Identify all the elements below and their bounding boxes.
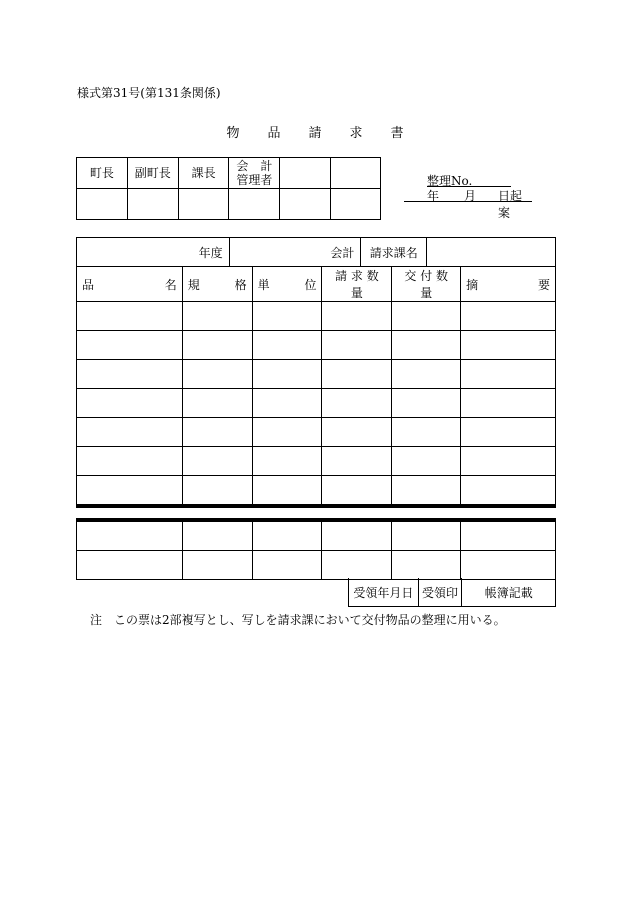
unit-cell[interactable]	[252, 551, 322, 580]
col-header-spec-a: 規	[187, 277, 200, 292]
unit-cell[interactable]	[252, 302, 322, 331]
approval-header-kacho: 課長	[178, 158, 229, 189]
approval-seal-cell[interactable]	[229, 189, 280, 220]
kaikei-cell[interactable]	[229, 238, 361, 267]
unit-cell[interactable]	[252, 520, 322, 551]
unit-cell[interactable]	[252, 389, 322, 418]
title-char: 書	[390, 126, 404, 141]
item-cell[interactable]	[77, 476, 183, 507]
col-header-item-a: 品	[82, 277, 95, 292]
table-row	[77, 360, 556, 389]
req-qty-cell[interactable]	[322, 551, 392, 580]
seikyu-ka-label-cell	[361, 238, 427, 267]
approval-header-chocho: 町長	[77, 158, 128, 189]
approval-seal-cell[interactable]	[280, 189, 331, 220]
req-qty-cell[interactable]	[322, 447, 392, 476]
del-qty-cell[interactable]	[392, 360, 461, 389]
col-header-remarks-a: 摘	[466, 277, 479, 292]
table-row	[77, 331, 556, 360]
unit-cell[interactable]	[252, 331, 322, 360]
col-header-item-b: 名	[164, 277, 177, 292]
col-header-spec-b: 格	[234, 277, 247, 292]
spec-cell[interactable]	[182, 520, 252, 551]
item-cell[interactable]	[77, 551, 183, 580]
receipt-seal-header: 受領印	[418, 578, 462, 607]
remarks-cell[interactable]	[461, 418, 556, 447]
req-qty-cell[interactable]	[322, 360, 392, 389]
year-label: 年	[427, 189, 440, 203]
approval-header-fukuchocho: 副町長	[127, 158, 178, 189]
approval-seal-cell[interactable]	[178, 189, 229, 220]
title-char: 物	[226, 126, 240, 141]
del-qty-cell[interactable]	[392, 418, 461, 447]
approval-header-blank	[331, 158, 381, 189]
col-header-remarks-b: 要	[537, 277, 550, 292]
table-row	[77, 520, 556, 551]
item-cell[interactable]	[77, 331, 183, 360]
del-qty-cell[interactable]	[392, 331, 461, 360]
spec-cell[interactable]	[182, 360, 252, 389]
title-char: 品	[267, 126, 281, 141]
spec-cell[interactable]	[182, 389, 252, 418]
del-qty-cell[interactable]	[392, 551, 461, 580]
remarks-cell[interactable]	[461, 360, 556, 389]
remarks-cell[interactable]	[461, 551, 556, 580]
col-header-unit	[252, 267, 322, 302]
unit-cell[interactable]	[252, 360, 322, 389]
receipt-date-header: 受領年月日	[349, 578, 419, 607]
spec-cell[interactable]	[182, 476, 252, 507]
remarks-cell[interactable]	[461, 476, 556, 507]
req-qty-cell[interactable]	[322, 389, 392, 418]
request-items-table	[76, 237, 556, 508]
remarks-cell[interactable]	[461, 447, 556, 476]
approval-header-kaikei: 会 計	[236, 159, 273, 173]
remarks-cell[interactable]	[461, 389, 556, 418]
nendo-cell[interactable]	[77, 238, 230, 267]
unit-cell[interactable]	[252, 476, 322, 507]
table-row	[77, 551, 556, 580]
request-items-table-continued	[76, 518, 556, 580]
ledger-entry-header: 帳簿記載	[462, 578, 556, 607]
item-cell[interactable]	[77, 447, 183, 476]
item-cell[interactable]	[77, 389, 183, 418]
del-qty-cell[interactable]	[392, 447, 461, 476]
req-qty-cell[interactable]	[322, 476, 392, 507]
approval-seal-cell[interactable]	[331, 189, 381, 220]
col-header-spec	[182, 267, 252, 302]
nendo-label: 年度	[198, 245, 223, 260]
seikyu-ka-value-cell[interactable]	[427, 238, 556, 267]
del-qty-cell[interactable]	[392, 476, 461, 507]
approval-header-blank	[280, 158, 331, 189]
remarks-cell[interactable]	[461, 331, 556, 360]
req-qty-cell[interactable]	[322, 331, 392, 360]
remarks-cell[interactable]	[461, 520, 556, 551]
receipt-table	[348, 578, 556, 607]
unit-cell[interactable]	[252, 418, 322, 447]
remarks-cell[interactable]	[461, 302, 556, 331]
unit-cell[interactable]	[252, 447, 322, 476]
kian-date-field[interactable]	[404, 187, 532, 220]
item-cell[interactable]	[77, 302, 183, 331]
approval-header-kaikei-kanrisha	[229, 158, 280, 189]
spec-cell[interactable]	[182, 418, 252, 447]
req-qty-cell[interactable]	[322, 418, 392, 447]
kaikei-label: 会計	[330, 245, 355, 260]
item-cell[interactable]	[77, 360, 183, 389]
day-kian-label: 日起案	[498, 189, 523, 220]
col-header-unit-a: 単	[257, 277, 270, 292]
table-row	[77, 447, 556, 476]
footnote: 注 この票は2部複写とし、写しを請求課において交付物品の整理に用いる。	[90, 613, 506, 627]
approval-header-kanrisha: 管理者	[236, 173, 273, 187]
title-char: 求	[349, 126, 363, 141]
col-header-remarks	[461, 267, 556, 302]
approval-table	[76, 157, 381, 220]
req-qty-cell[interactable]	[322, 520, 392, 551]
form-number: 様式第31号(第131条関係)	[77, 86, 221, 100]
month-label: 月	[464, 189, 477, 203]
col-header-item	[77, 267, 183, 302]
spec-cell[interactable]	[182, 551, 252, 580]
del-qty-cell[interactable]	[392, 389, 461, 418]
document-title	[0, 122, 630, 141]
req-qty-cell[interactable]	[322, 302, 392, 331]
spec-cell[interactable]	[182, 302, 252, 331]
col-header-unit-b: 位	[304, 277, 317, 292]
title-char: 請	[308, 126, 322, 141]
del-qty-cell[interactable]	[392, 302, 461, 331]
table-row	[77, 476, 556, 507]
approval-seal-cell[interactable]	[127, 189, 178, 220]
item-cell[interactable]	[77, 418, 183, 447]
spec-cell[interactable]	[182, 447, 252, 476]
spec-cell[interactable]	[182, 331, 252, 360]
item-cell[interactable]	[77, 520, 183, 551]
col-header-del-qty: 交 付 数 量	[392, 267, 461, 302]
approval-seal-cell[interactable]	[77, 189, 128, 220]
table-row	[77, 418, 556, 447]
col-header-req-qty: 請 求 数 量	[322, 267, 392, 302]
table-row	[77, 389, 556, 418]
del-qty-cell[interactable]	[392, 520, 461, 551]
table-row	[77, 302, 556, 331]
seiri-number-field[interactable]: 整理No.	[427, 172, 511, 187]
seikyu-ka-label: 請求課名	[369, 245, 418, 260]
